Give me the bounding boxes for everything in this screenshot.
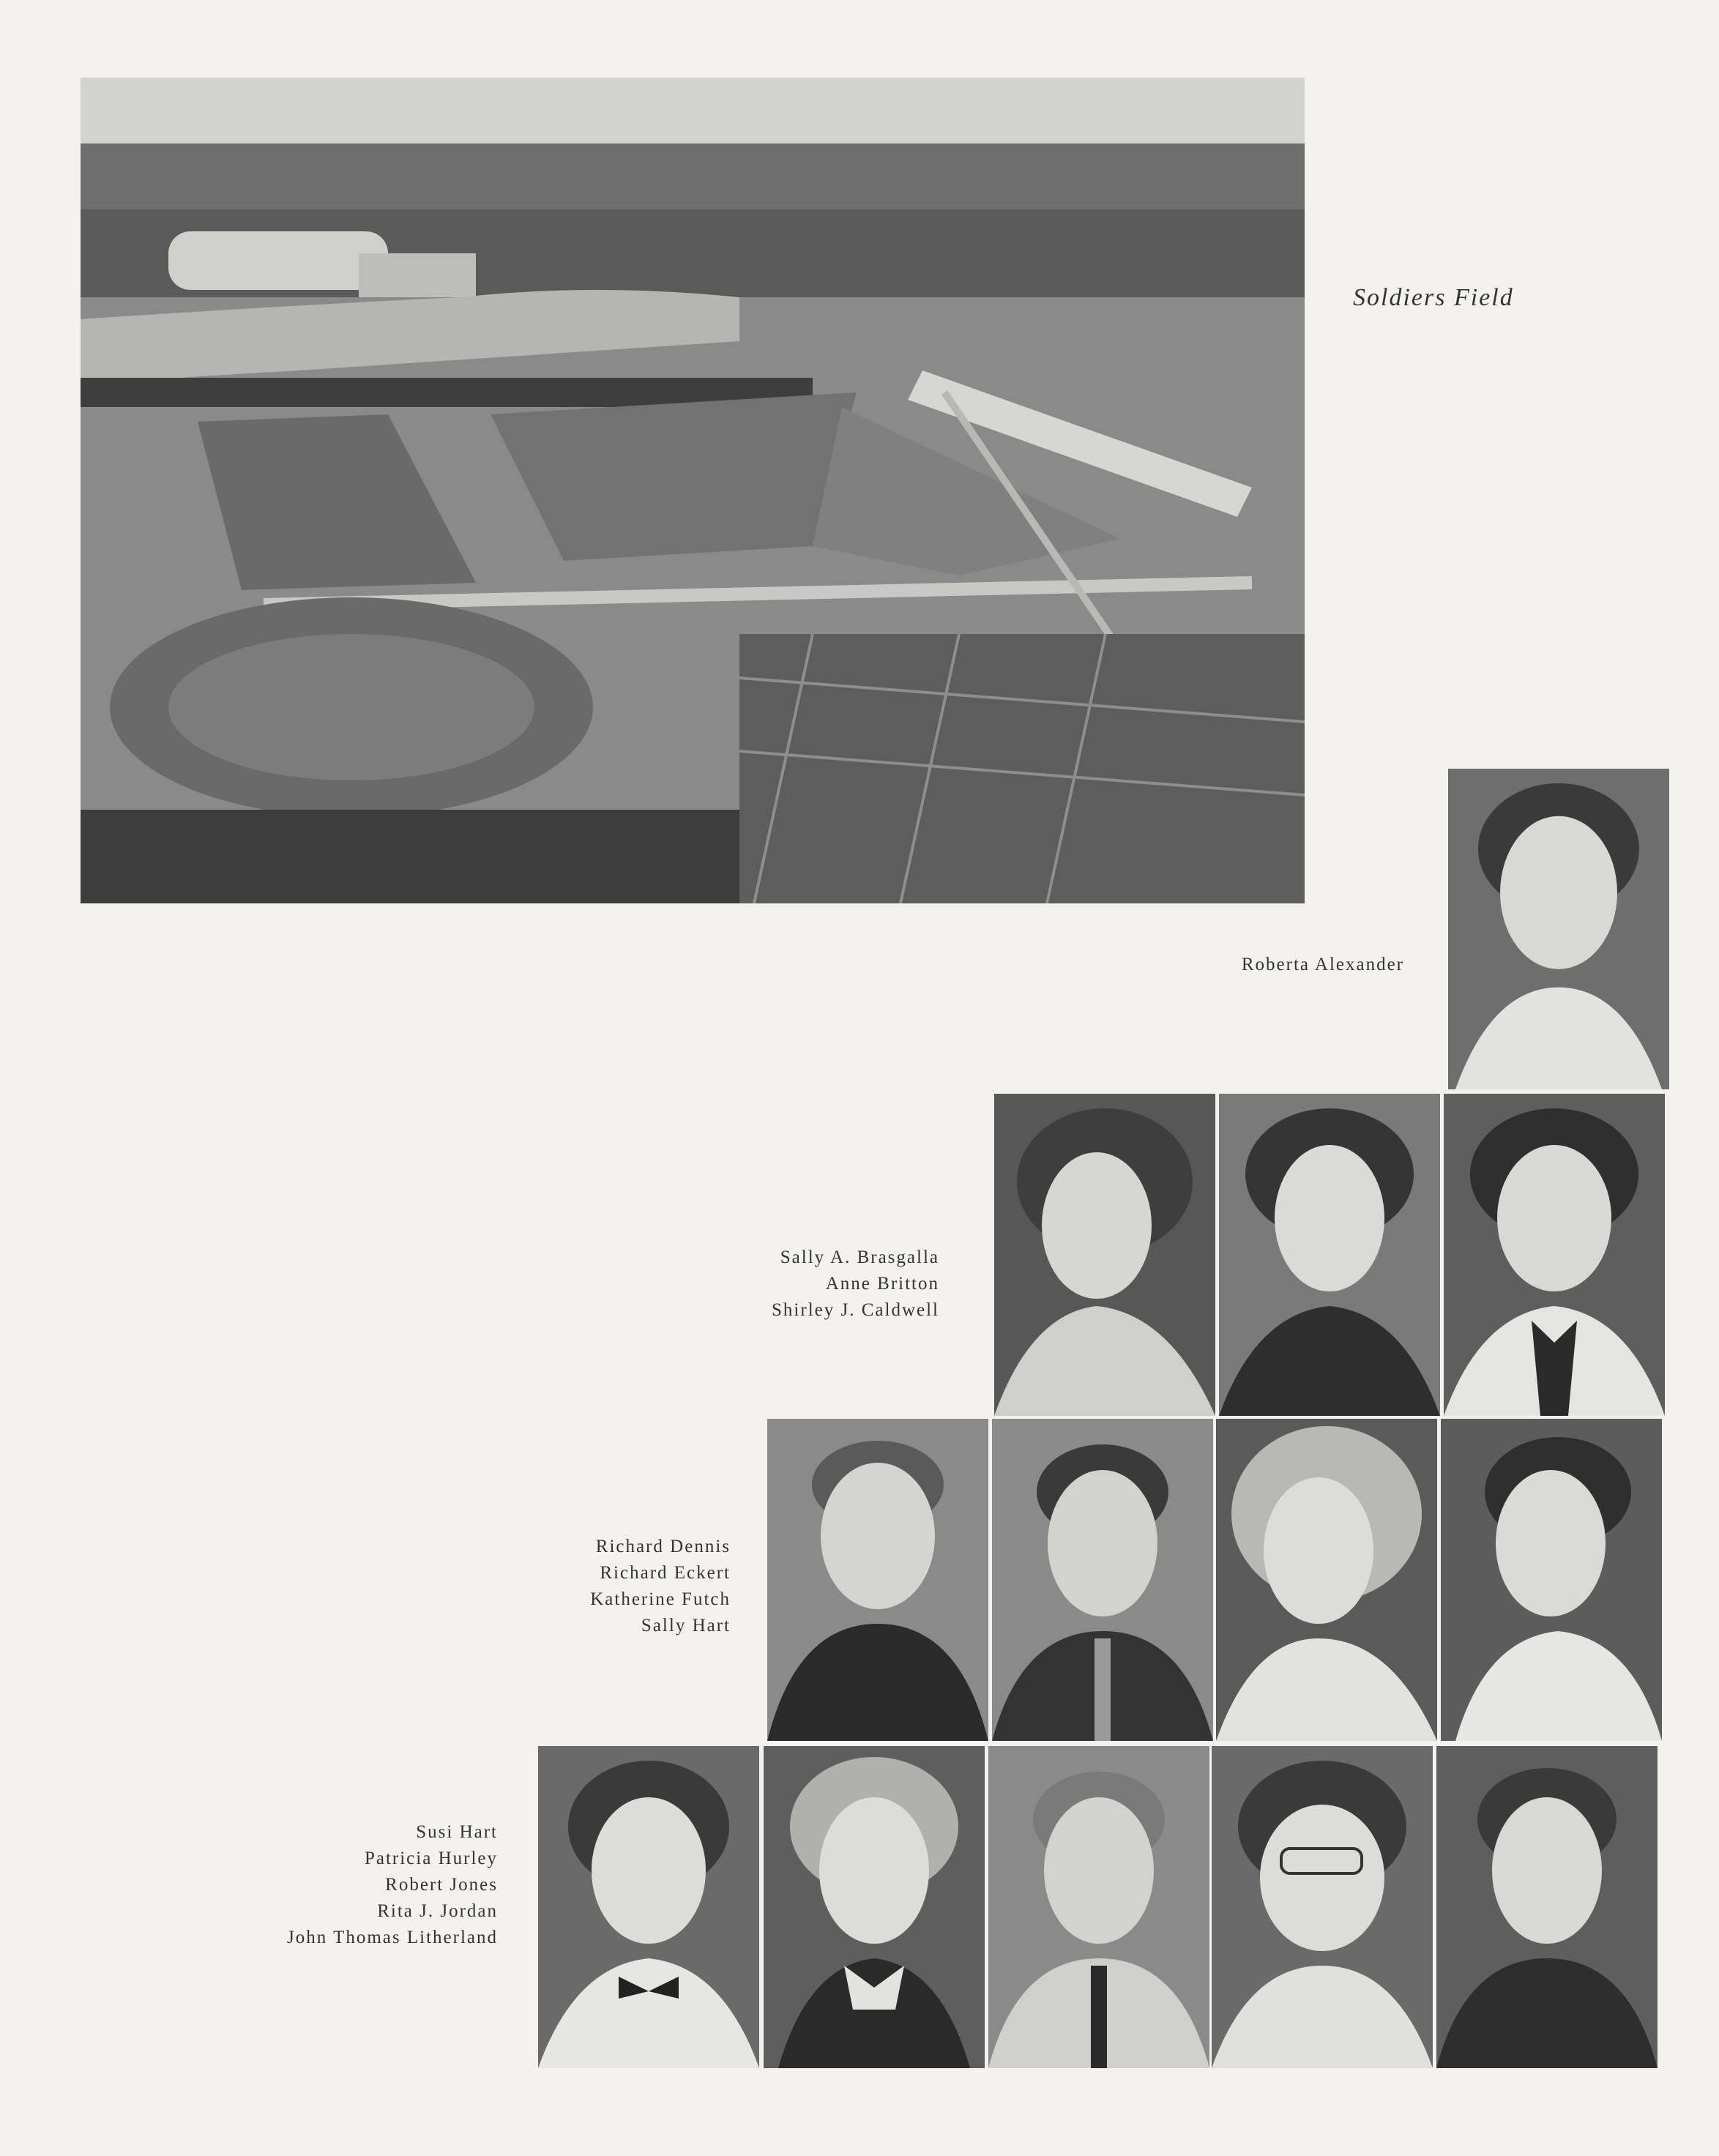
- aerial-photo-image: [81, 78, 1305, 903]
- name-list-group-2: [772, 1245, 939, 1324]
- student-name: Robert Jones: [385, 1875, 498, 1895]
- name-list-group-4: [287, 1819, 498, 1951]
- portrait-photo: [992, 1419, 1213, 1741]
- student-name: Richard Eckert: [600, 1563, 731, 1583]
- portrait-photo: [764, 1746, 985, 2068]
- portrait-photo: [1216, 1419, 1437, 1741]
- student-name: Roberta Alexander: [1241, 955, 1404, 974]
- student-name: Sally A. Brasgalla: [780, 1247, 939, 1267]
- portrait-photo: [988, 1746, 1209, 2068]
- portrait-photo: [1219, 1094, 1440, 1416]
- portrait-photo: [1444, 1094, 1665, 1416]
- portrait-photo: [1448, 769, 1669, 1089]
- name-list-group-1: [1242, 952, 1404, 978]
- student-name: Richard Dennis: [595, 1537, 731, 1556]
- portrait-photo: [767, 1419, 988, 1741]
- portrait-photo: [1212, 1746, 1433, 2068]
- portrait-photo: [994, 1094, 1215, 1416]
- student-name: Anne Britton: [825, 1274, 939, 1294]
- student-name: Susi Hart: [416, 1822, 498, 1842]
- portrait-photo: [538, 1746, 759, 2068]
- portrait-photo: [1436, 1746, 1658, 2068]
- aerial-photo-caption: Soldiers Field: [1353, 284, 1514, 311]
- student-name: Sally Hart: [641, 1616, 731, 1635]
- student-name: Patricia Hurley: [364, 1849, 498, 1868]
- student-name: Shirley J. Caldwell: [772, 1300, 939, 1320]
- aerial-photo-soldiers-field: [81, 78, 1305, 903]
- student-name: Katherine Futch: [590, 1589, 731, 1609]
- student-name: John Thomas Litherland: [287, 1928, 498, 1947]
- student-name: Rita J. Jordan: [377, 1901, 498, 1921]
- name-list-group-3: [590, 1534, 731, 1639]
- portrait-photo: [1441, 1419, 1662, 1741]
